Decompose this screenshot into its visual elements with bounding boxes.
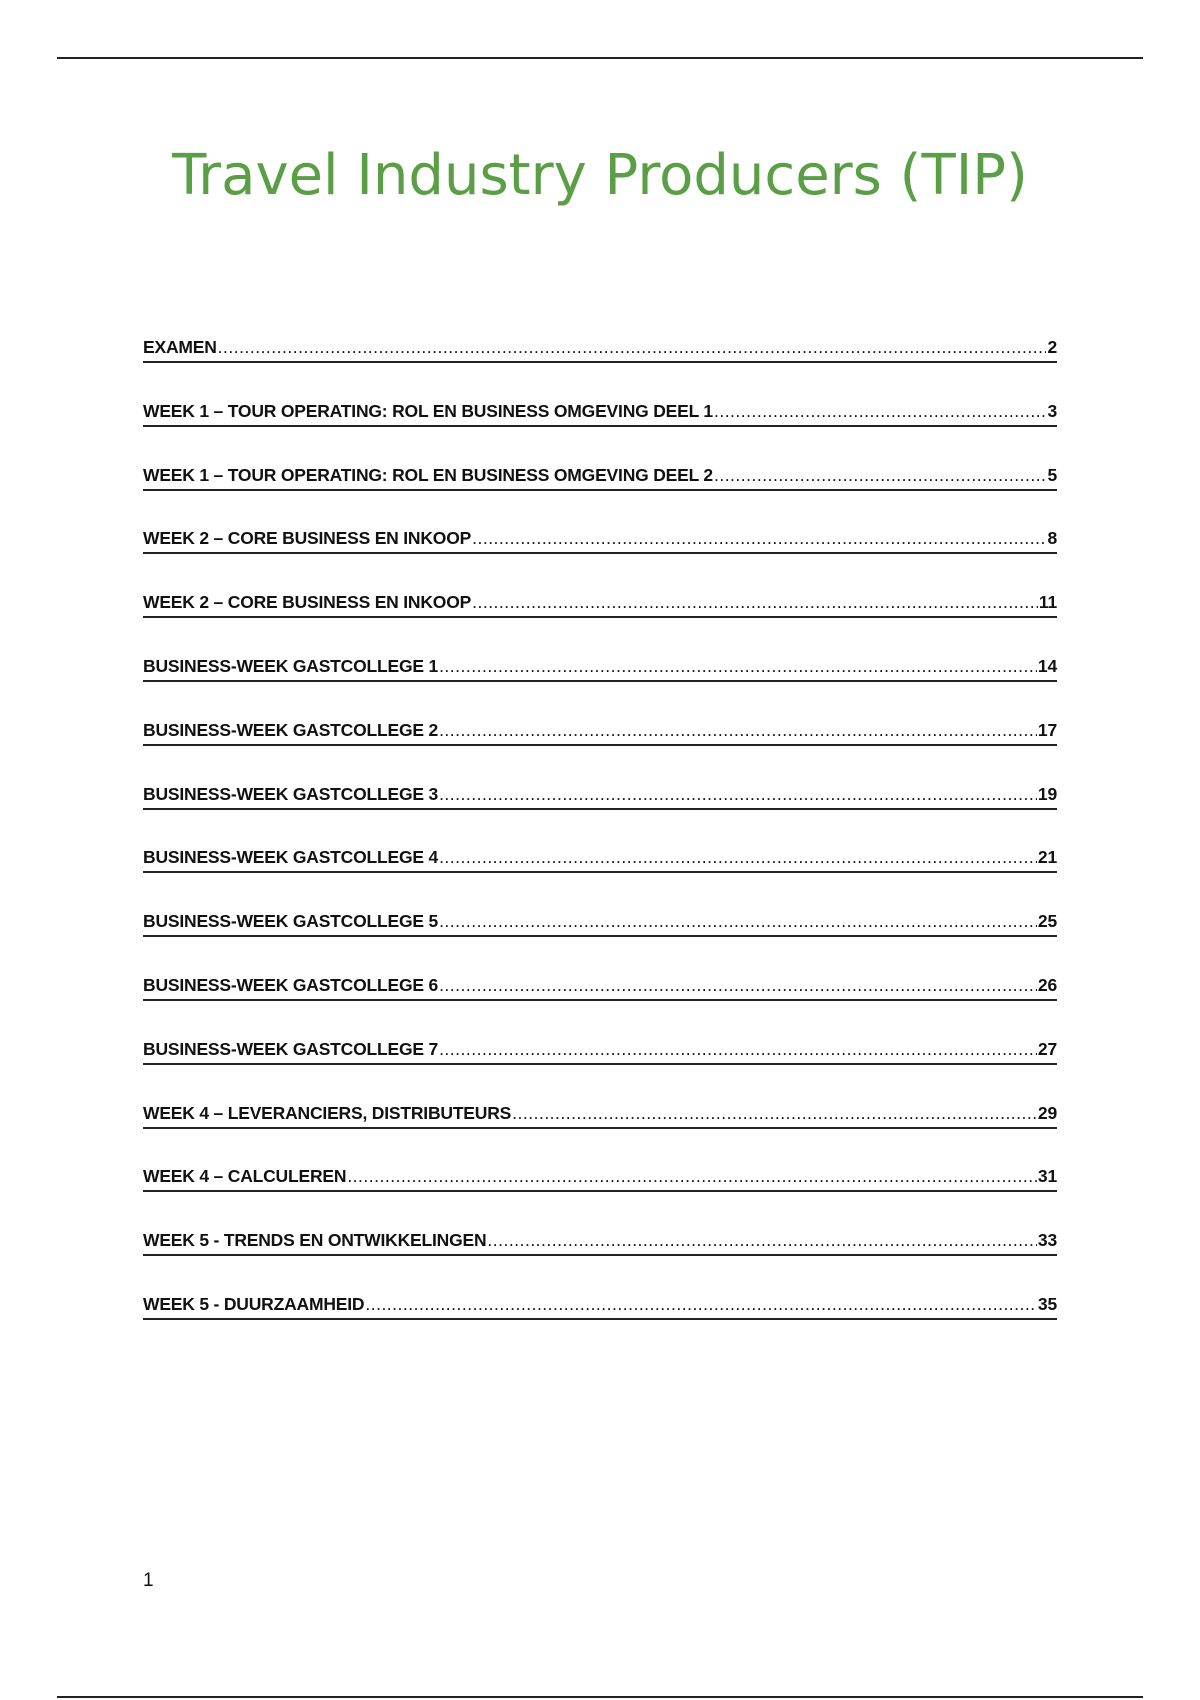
footer-rule xyxy=(57,1696,1143,1698)
table-of-contents xyxy=(143,337,1057,1358)
toc-entry[interactable] xyxy=(143,975,1057,1039)
toc-entry-label: WEEK 1 – TOUR OPERATING: ROL EN BUSINESS OMGEVING DEEL 1 xyxy=(143,400,713,421)
toc-entry-label: WEEK 5 - DUURZAAMHEID xyxy=(143,1293,365,1314)
toc-dot-leader xyxy=(512,1103,1037,1124)
toc-entry-label: BUSINESS-WEEK GASTCOLLEGE 2 xyxy=(143,719,439,740)
toc-entry[interactable] xyxy=(143,784,1057,848)
toc-dot-leader xyxy=(439,1039,1037,1060)
toc-entry-label: WEEK 4 – CALCULEREN xyxy=(143,1166,347,1187)
toc-entry-page: 17 xyxy=(1037,719,1057,740)
toc-dot-leader xyxy=(365,1294,1037,1315)
toc-entry-label: WEEK 1 – TOUR OPERATING: ROL EN BUSINESS OMGEVING DEEL 2 xyxy=(143,464,713,485)
toc-entry-page: 27 xyxy=(1037,1038,1057,1059)
toc-entry-page: 25 xyxy=(1037,911,1057,932)
toc-dot-leader xyxy=(218,337,1047,358)
toc-entry-page: 2 xyxy=(1047,337,1057,357)
toc-entry[interactable] xyxy=(143,1166,1057,1230)
document-title: Travel Industry Producers (TIP) xyxy=(172,143,1028,208)
toc-dot-leader xyxy=(487,1230,1037,1251)
toc-entry-page: 14 xyxy=(1037,655,1057,676)
toc-entry[interactable] xyxy=(143,847,1057,911)
toc-dot-leader xyxy=(439,784,1037,805)
toc-entry[interactable] xyxy=(143,1230,1057,1294)
toc-entry-page: 33 xyxy=(1037,1230,1057,1251)
toc-entry-page: 11 xyxy=(1038,592,1057,613)
toc-dot-leader xyxy=(714,401,1046,422)
toc-entry[interactable] xyxy=(143,401,1057,465)
toc-dot-leader xyxy=(472,528,1046,549)
toc-entry-label: BUSINESS-WEEK GASTCOLLEGE 6 xyxy=(143,974,439,995)
toc-entry-page: 29 xyxy=(1037,1102,1057,1123)
toc-entry[interactable] xyxy=(143,720,1057,784)
toc-dot-leader xyxy=(439,847,1037,868)
toc-entry-label: WEEK 5 - TRENDS EN ONTWIKKELINGEN xyxy=(143,1230,487,1251)
toc-entry[interactable] xyxy=(143,1294,1057,1358)
toc-entry[interactable] xyxy=(143,911,1057,975)
toc-dot-leader xyxy=(439,720,1037,741)
toc-entry[interactable] xyxy=(143,337,1057,401)
toc-entry[interactable] xyxy=(143,1039,1057,1103)
toc-entry-label: WEEK 2 – CORE BUSINESS EN INKOOP xyxy=(143,592,472,613)
toc-entry-page: 3 xyxy=(1047,400,1057,421)
toc-entry-label: BUSINESS-WEEK GASTCOLLEGE 7 xyxy=(143,1038,439,1059)
toc-entry[interactable] xyxy=(143,656,1057,720)
toc-dot-leader xyxy=(347,1166,1037,1187)
toc-entry-label: BUSINESS-WEEK GASTCOLLEGE 4 xyxy=(143,847,439,868)
toc-entry-page: 35 xyxy=(1037,1293,1057,1314)
toc-entry-page: 31 xyxy=(1037,1166,1057,1187)
page-number: 1 xyxy=(143,1570,154,1591)
toc-entry[interactable] xyxy=(143,465,1057,529)
toc-entry-page: 26 xyxy=(1037,974,1057,995)
toc-entry-page: 5 xyxy=(1047,464,1057,485)
toc-entry-page: 8 xyxy=(1047,528,1057,549)
toc-entry[interactable] xyxy=(143,528,1057,592)
toc-dot-leader xyxy=(439,911,1037,932)
toc-entry-label: BUSINESS-WEEK GASTCOLLEGE 5 xyxy=(143,911,439,932)
toc-entry-label: EXAMEN xyxy=(143,337,217,357)
toc-dot-leader xyxy=(439,975,1037,996)
toc-entry-page: 21 xyxy=(1037,847,1057,868)
toc-entry-page: 19 xyxy=(1037,783,1057,804)
toc-entry-label: WEEK 2 – CORE BUSINESS EN INKOOP xyxy=(143,528,472,549)
header-rule xyxy=(57,57,1143,59)
toc-dot-leader xyxy=(439,656,1037,677)
toc-entry-label: WEEK 4 – LEVERANCIERS, DISTRIBUTEURS xyxy=(143,1102,512,1123)
toc-dot-leader xyxy=(472,592,1038,613)
toc-entry[interactable] xyxy=(143,592,1057,656)
toc-entry-label: BUSINESS-WEEK GASTCOLLEGE 1 xyxy=(143,655,439,676)
toc-entry-label: BUSINESS-WEEK GASTCOLLEGE 3 xyxy=(143,783,439,804)
toc-dot-leader xyxy=(714,465,1046,486)
toc-entry[interactable] xyxy=(143,1103,1057,1167)
